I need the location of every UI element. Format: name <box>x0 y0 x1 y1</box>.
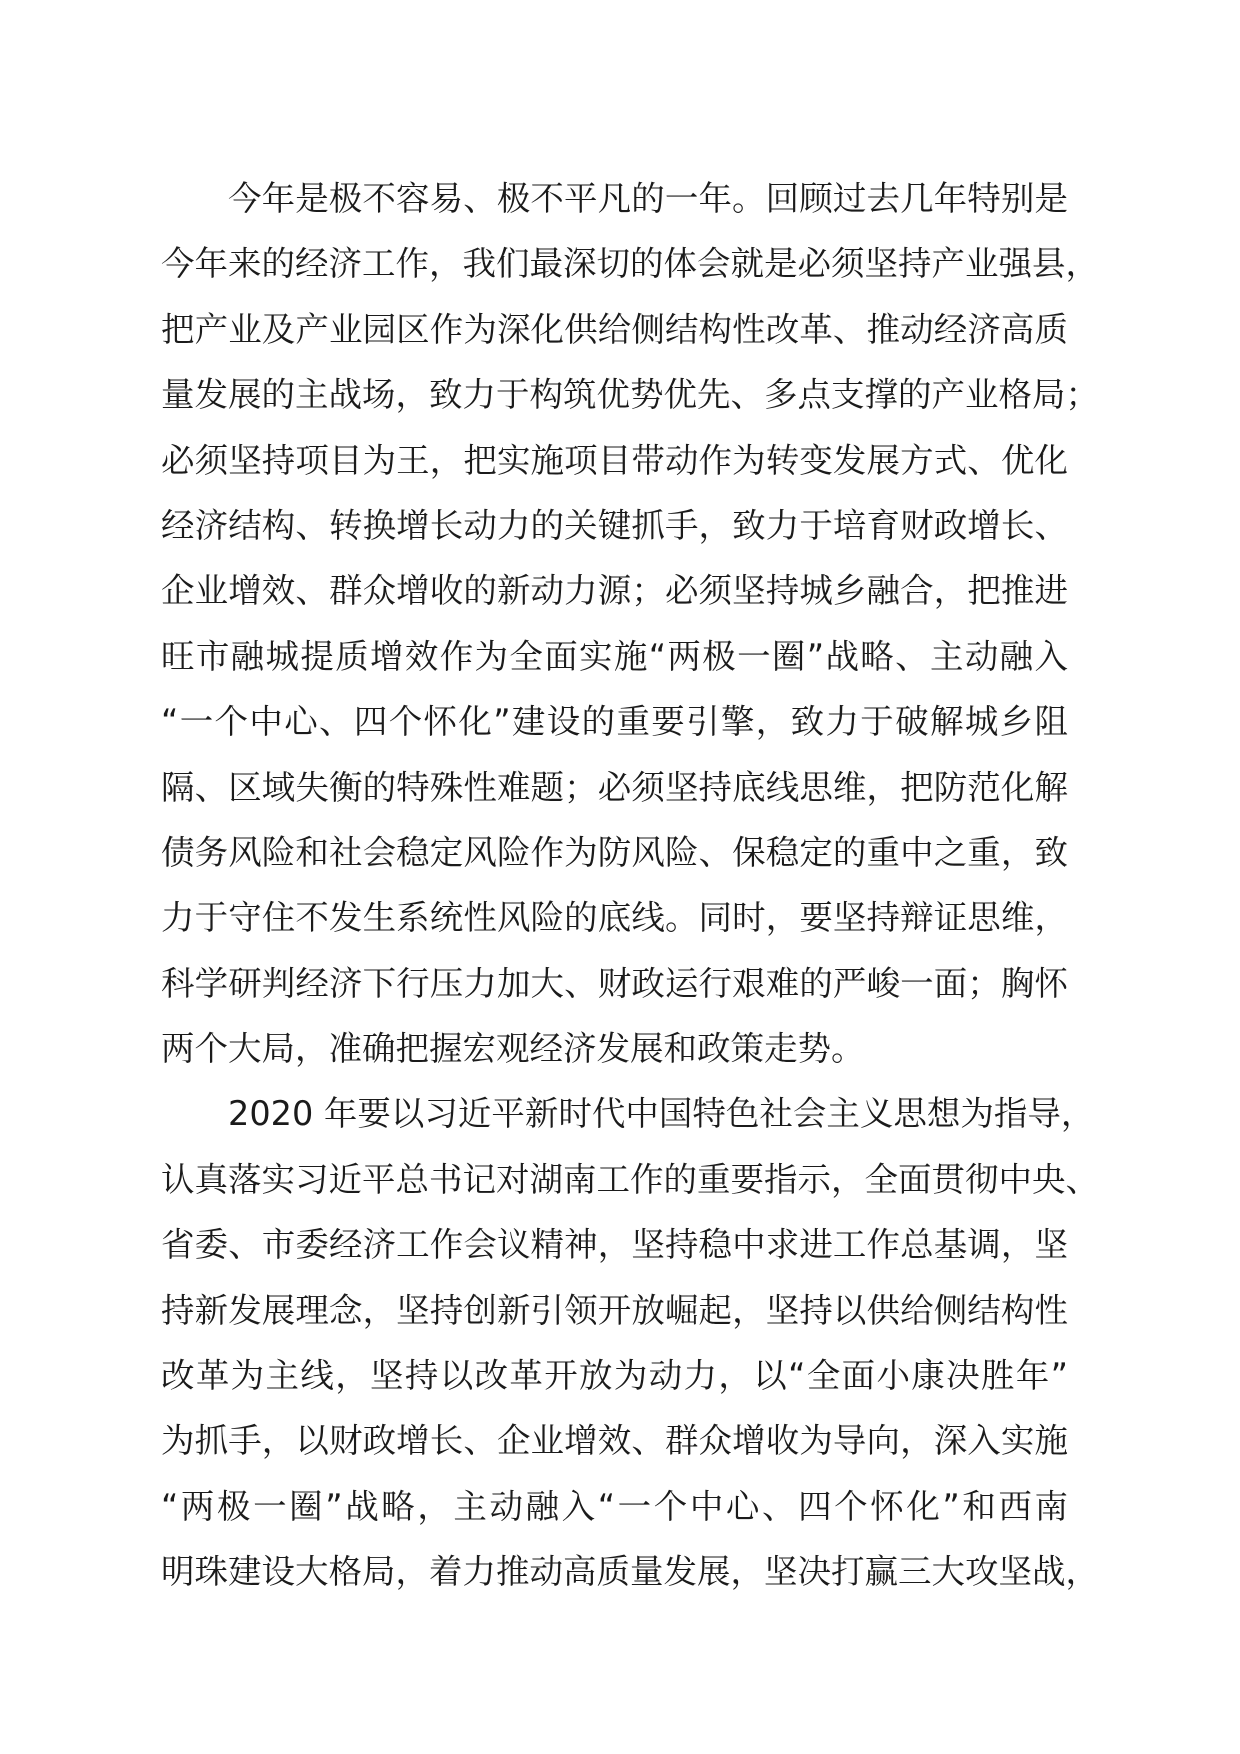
text-line: 今年是极不容易、极不平凡的一年。回顾过去几年特别是 <box>228 179 1068 218</box>
text-line: 经济结构、转换增长动力的关键抓手，致力于培育财政增长、 <box>161 505 1068 545</box>
text-line: 今年来的经济工作，我们最深切的体会就是必须坚持产业强县， <box>161 244 1099 284</box>
document-body <box>161 166 1099 1605</box>
text-line: 企业增效、群众增收的新动力源；必须坚持城乡融合，把推进 <box>161 571 1068 611</box>
text-line: 改革为主线，坚持以改革开放为动力，以“全面小康决胜年” <box>161 1356 1068 1396</box>
text-line: 量发展的主战场，致力于构筑优势优先、多点支撑的产业格局； <box>161 375 1099 415</box>
text-line: 省委、市委经济工作会议精神，坚持稳中求进工作总基调，坚 <box>161 1225 1068 1265</box>
text-line: 科学研判经济下行压力加大、财政运行艰难的严峻一面；胸怀 <box>161 963 1068 1003</box>
text-line: 认真落实习近平总书记对湖南工作的重要指示，全面贯彻中央、 <box>161 1159 1099 1199</box>
text-line: “两极一圈”战略，主动融入“一个中心、四个怀化”和西南 <box>161 1486 1068 1526</box>
text-line: 把产业及产业园区作为深化供给侧结构性改革、推动经济高质 <box>161 309 1068 349</box>
text-line: 2020 年要以习近平新时代中国特色社会主义思想为指导， <box>228 1094 1095 1134</box>
text-line: 隔、区域失衡的特殊性难题；必须坚持底线思维，把防范化解 <box>161 767 1068 807</box>
text-line: “一个中心、四个怀化”建设的重要引擎，致力于破解城乡阻 <box>161 702 1068 742</box>
text-line: 必须坚持项目为王，把实施项目带动作为转变发展方式、优化 <box>161 440 1068 480</box>
text-line: 两个大局，准确把握宏观经济发展和政策走势。 <box>161 1029 865 1069</box>
text-line: 力于守住不发生系统性风险的底线。同时，要坚持辩证思维， <box>161 898 1068 938</box>
paragraph-1 <box>161 166 1099 1081</box>
text-line: 债务风险和社会稳定风险作为防风险、保稳定的重中之重，致 <box>161 832 1068 872</box>
paragraph-2 <box>161 1081 1099 1604</box>
text-line: 为抓手，以财政增长、企业增效、群众增收为导向，深入实施 <box>161 1421 1068 1461</box>
text-line: 明珠建设大格局，着力推动高质量发展，坚决打赢三大攻坚战， <box>161 1552 1099 1592</box>
text-line: 旺市融城提质增效作为全面实施“两极一圈”战略、主动融入 <box>161 636 1068 676</box>
text-line: 持新发展理念，坚持创新引领开放崛起，坚持以供给侧结构性 <box>161 1290 1068 1330</box>
